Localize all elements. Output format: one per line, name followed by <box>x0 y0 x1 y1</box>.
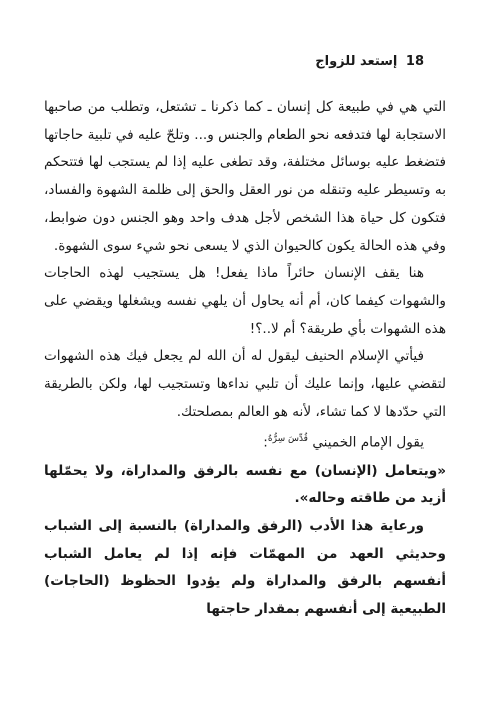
running-header <box>315 54 424 69</box>
body-text <box>44 94 446 624</box>
paragraph-2: هنا يقف الإنسان حائراً ماذا يفعل! هل يستجيب لهذه الحاجات والشهوات كيفما كان، أم أنه يحاول أن يلهي نفسه ويشغلها ويقضي على هذه الشهوات بأي طريقة؟ أم لا..؟! <box>44 265 446 337</box>
paragraph-1: التي هي في طبيعة كل إنسان ـ كما ذكرنا ـ تشتعل، وتطلب من صاحبها الاستجابة لها فتدفعه نحو الطعام والجنس و... وتلحّ عليه في تلبية حاجاتها فتضغط عليه بوسائل مختلفة، وقد تطغى عليه إذا لم يستجب لها فتتحكم به وتسيطر عليه وتنقله من نور العقل والحق إلى ظلمة الشهوة والفساد، فتكون كل حياة هذا الشخص لأجل هدف واحد وهو الجنس دون ضوابط، وفي هذه الحالة يكون كالحيوان الذي لا يسعى نحو شيء سوى الشهوة. <box>44 99 446 254</box>
honorific-seal: قُدِّسَ سِرُّهُ <box>267 434 308 445</box>
chapter-title: إستعد للزواج <box>315 54 398 69</box>
quote-intro-text: يقول الإمام الخميني <box>312 434 424 451</box>
quotation-continued: ورعاية هذا الأدب (الرفق والمداراة) بالنسبة إلى الشباب وحديثي العهد من المهمّات فإنه إذا لم يعامل الشباب أنفسهم بالرفق والمداراة ولم يؤدوا الحظوظ (الحاجات) الطبيعية إلى أنفسهم بمقدار حاجتها <box>44 518 446 618</box>
page-number: 18 <box>405 54 424 69</box>
quote-intro <box>44 426 446 457</box>
quote-intro-colon: : <box>263 434 268 451</box>
paragraph-3: فيأتي الإسلام الحنيف ليقول له أن الله لم يجعل فيك هذه الشهوات لتقضي عليها، وإنما عليك أن تلبي نداءها وتستجيب لها، ولكن بالطريقة التي حدّدها لا كما تشاء، لأنه هو العالم بمصلحتك. <box>44 348 446 420</box>
quotation: «ويتعامل (الإنسان) مع نفسه بالرفق والمداراة، ولا يحمّلها أزيد من طاقته وحاله». <box>44 462 446 507</box>
